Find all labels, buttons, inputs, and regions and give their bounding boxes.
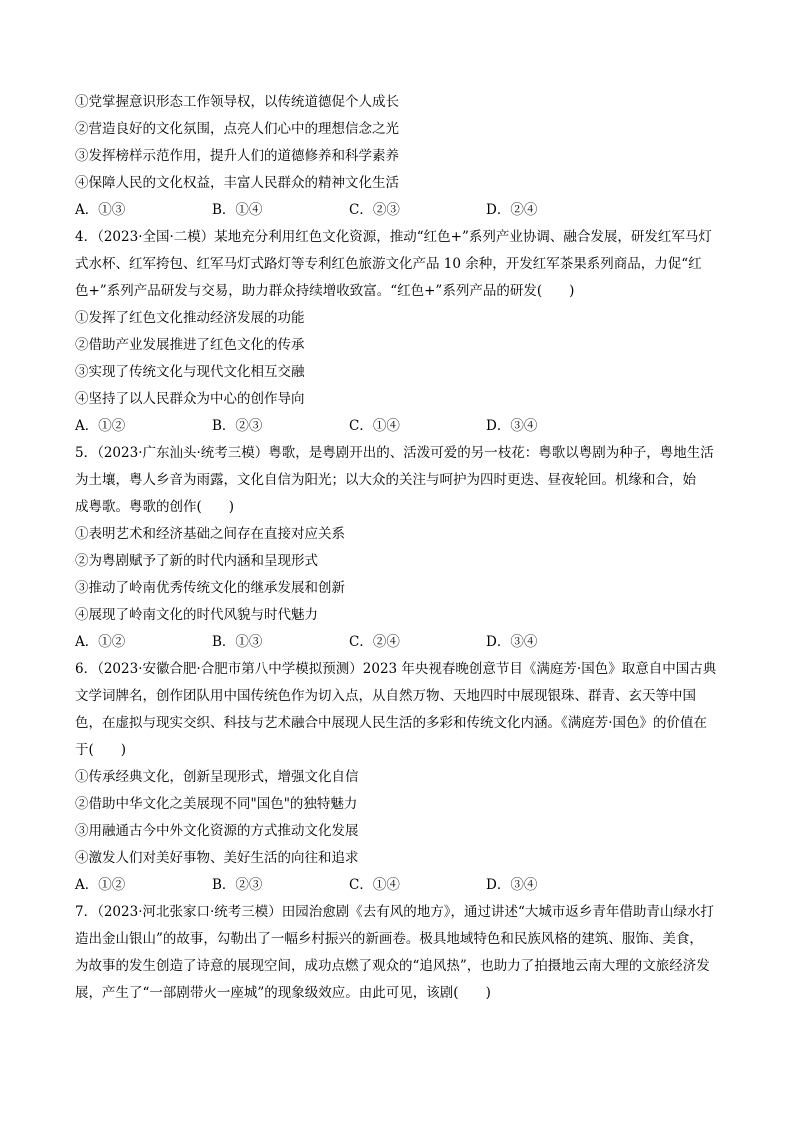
q4-options (75, 413, 725, 440)
q3-statement-2: ②营造良好的文化氛围，点亮人们心中的理想信念之光 (75, 121, 399, 137)
q3-option-c: C．②③ (349, 202, 400, 218)
q5-stem-line-2: 为土壤，粤人乡音为雨露，文化自信为阳光；以大众的关注与呵护为四时更迭、昼夜轮回。机缘和合，始 (75, 472, 696, 488)
q6-statement-4: ④激发人们对美好事物、美好生活的向往和追求 (75, 850, 359, 866)
q6-option-c: C．①④ (349, 877, 400, 893)
q4-statement-2: ②借助产业发展推进了红色文化的传承 (75, 337, 305, 353)
q6-stem-line-3: 色，在虚拟与现实交织、科技与艺术融合中展现人民生活的多彩和传统文化内涵。《满庭芳·国色》的价值在 (75, 715, 708, 731)
q4-option-d: D．③④ (486, 418, 538, 434)
q3-statement-3: ③发挥榜样示范作用，提升人们的道德修养和科学素养 (75, 148, 399, 164)
q4-statement-3: ③实现了传统文化与现代文化相互交融 (75, 364, 305, 380)
q4-option-b: B．②③ (212, 418, 263, 434)
q6-stem-line-2: 文学词牌名，创作团队用中国传统色作为切入点，从自然万物、天地四时中展现银珠、群青、玄天等中国 (75, 688, 696, 704)
q6-option-b: B．②③ (212, 877, 263, 893)
q7-stem-line-4: 展，产生了“一部剧带火一座城”的现象级效应。由此可见，该剧( ) (75, 985, 491, 1001)
q4-option-a: A．①② (75, 418, 126, 434)
q5-stem-line-1: 5．（2023·广东汕头·统考三模）粤歌，是粤剧开出的、活泼可爱的另一枝花：粤歌以粤剧为种子，粤地生活 (75, 445, 714, 461)
q5-statement-3: ③推动了岭南优秀传统文化的继承发展和创新 (75, 580, 345, 596)
q5-statement-2: ②为粤剧赋予了新的时代内涵和呈现形式 (75, 553, 318, 569)
q4-statement-4: ④坚持了以人民群众为中心的创作导向 (75, 391, 305, 407)
q6-option-a: A．①② (75, 877, 126, 893)
q6-stem-line-1: 6．（2023·安徽合肥·合肥市第八中学模拟预测）2023 年央视春晚创意节目《满庭芳·国色》取意自中国古典 (75, 661, 717, 677)
q7-stem-line-2: 造出金山银山”的故事，勾勒出了一幅乡村振兴的新画卷。极具地域特色和民族风格的建筑、服饰、美食， (75, 931, 703, 947)
q4-option-c: C．①④ (349, 418, 400, 434)
q6-statement-1: ①传承经典文化，创新呈现形式，增强文化自信 (75, 769, 359, 785)
q5-statement-1: ①表明艺术和经济基础之间存在直接对应关系 (75, 526, 345, 542)
q6-statement-2: ②借助中华文化之美展现不同"国色"的独特魅力 (75, 796, 358, 812)
q3-option-b: B．①④ (212, 202, 263, 218)
q6-option-d: D．③④ (486, 877, 538, 893)
q3-option-d: D．②④ (486, 202, 538, 218)
q4-stem-line-3: 色+”系列产品研发与交易，助力群众持续增收致富。“红色+”系列产品的研发( ) (75, 283, 575, 299)
q4-statement-1: ①发挥了红色文化推动经济发展的功能 (75, 310, 305, 326)
q5-option-a: A．①② (75, 634, 126, 650)
page-content (75, 89, 725, 1007)
q4-stem-line-2: 式水杯、红军挎包、红军马灯式路灯等专利红色旅游文化产品 10 余种，开发红军茶果系列商品，力促“红 (75, 256, 702, 272)
question-5 (75, 440, 725, 656)
q6-options (75, 872, 725, 899)
q5-option-c: C．②④ (349, 634, 400, 650)
q5-statement-4: ④展现了岭南文化的时代风貌与时代魅力 (75, 607, 318, 623)
q5-options (75, 629, 725, 656)
q7-stem-line-3: 为故事的发生创造了诗意的展现空间，成功点燃了观众的“追风热”，也助力了拍摄地云南大理的文旅经济发 (75, 958, 710, 974)
q3-options (75, 197, 725, 224)
q5-option-d: D．③④ (486, 634, 538, 650)
q6-stem-line-4: 于( ) (75, 742, 127, 758)
q3-option-a: A．①③ (75, 202, 126, 218)
question-7 (75, 899, 725, 1007)
q5-stem-line-3: 成粤歌。粤歌的创作( ) (75, 499, 235, 515)
question-3 (75, 89, 725, 224)
q4-stem-line-1: 4．（2023·全国·二模）某地充分利用红色文化资源，推动“红色+”系列产业协调、融合发展，研发红军马灯 (75, 229, 712, 245)
q5-option-b: B．①③ (212, 634, 263, 650)
question-6 (75, 656, 725, 899)
q7-stem-line-1: 7．（2023·河北张家口·统考三模）田园治愈剧《去有风的地方》，通过讲述“大城市返乡青年借助青山绿水打 (75, 904, 714, 920)
q3-statement-4: ④保障人民的文化权益，丰富人民群众的精神文化生活 (75, 175, 399, 191)
q3-statement-1: ①党掌握意识形态工作领导权，以传统道德促个人成长 (75, 94, 399, 110)
q6-statement-3: ③用融通古今中外文化资源的方式推动文化发展 (75, 823, 359, 839)
question-4 (75, 224, 725, 440)
